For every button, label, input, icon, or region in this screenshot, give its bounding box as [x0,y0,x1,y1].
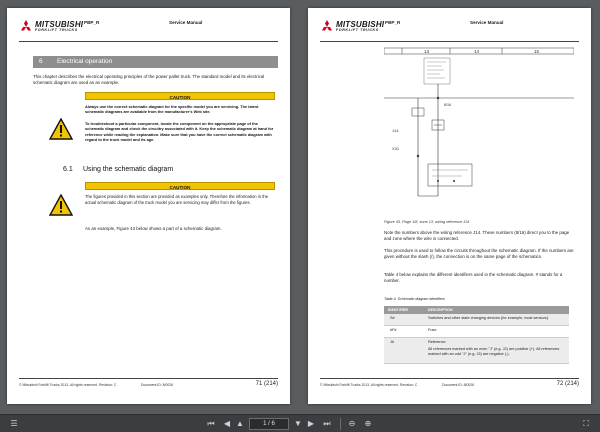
row-desc: Reference. [428,340,447,344]
table-row [384,338,569,364]
mitsubishi-diamonds-icon [320,20,334,34]
zone-15: 15 [534,49,540,54]
brand-name: MITSUBISHI [35,20,84,29]
footer-docid: Document ID: 8/0026 [442,383,475,387]
page-down-icon[interactable]: ▼ [294,419,302,428]
col-description: DESCRIPTION [428,308,453,312]
footer-copyright: © Mitsubishi Forklift Trucks 2013. All rights reserved. [320,383,399,387]
caution-text-2: To troubleshoot a particular component, locate the component on the appropriate page of the schematic diagram and check the circuitry associated with it. Keep the schematic diagram at hand for reference while reading the explanation. Make sure that you have the correct schematic diagram with regard to the truck model and its age. [85,121,274,143]
model-label: PBP_R [84,20,100,25]
caution-text-1: Always use the correct schematic diagram for the specific model you are servicing. The latest schematic diagrams are available from the manufacturer's Web site. [85,104,259,115]
zone-14: 14 [474,49,480,54]
intro-paragraph: This chapter describes the electrical operating principles of the power pallet truck. The standard model and its electrical schematic diagram are used as an example. [33,74,265,85]
page-up-icon[interactable]: ▲ [236,419,244,428]
wire-label: X31 [392,146,400,151]
brand-sub: FORKLIFT TRUCKS [35,28,78,32]
row-desc: Fuse [428,328,437,332]
menu-icon[interactable]: ☰ [10,419,18,428]
brand-sub: FORKLIFT TRUCKS [336,28,379,32]
zone-note: 8/16 [444,103,451,107]
page-72 [308,8,591,404]
zoom-out-button[interactable]: ⊖ [348,419,356,428]
subsection-number: 6.1 [63,166,73,173]
row-id: J# [390,340,395,344]
row-id: S# [390,316,395,320]
warning-triangle-icon [49,194,73,216]
viewer-toolbar [0,414,600,432]
row-desc-detail: All references marked with an even "J" (e.g. J2) are positive (+). All references marked with an odd "J" (e.g. J3) are negative (-). [428,347,560,356]
manual-title: Service Manual [169,20,203,25]
paragraph-1: Note the numbers above the wiring reference J14. These numbers (8/16) direct you to the page and zone where the wire is connected. [384,230,570,241]
page-71 [7,8,290,404]
table-caption: Table 4. Schematic diagram identifiers [384,297,445,301]
table-row [384,326,569,338]
fullscreen-icon[interactable]: ⛶ [583,419,589,428]
caution-banner-2 [85,182,275,190]
col-identifier: IDENTIFIER [388,308,408,312]
page-header [19,18,278,42]
brand-name: MITSUBISHI [336,20,385,29]
toolbar-divider [340,418,341,430]
caution-text-3: The figures provided in this section are provided as examples only. Therefore the information in the actual schematic diagram of the truck model you are servicing may differ from the figures. [85,194,269,205]
page-number-input[interactable]: 1 / 6 [249,418,289,430]
row-desc: Switches and other state changing devices (for example, most sensors). [428,316,550,320]
paragraph-3: Table 4 below explains the different identifiers used in the schematic diagram. # stands for a number. [384,272,563,283]
footer-revision: Revision: C [99,383,117,387]
footer-copyright: © Mitsubishi Forklift Trucks 2013. All rights reserved. [19,383,98,387]
model-label: PBP_R [385,20,401,25]
figure-caption: Figure 43. Page 1/8, zone 13, wiring reference J14 [384,220,470,224]
manual-title: Service Manual [470,20,504,25]
table-row [384,314,569,326]
wiring-reference: J14 [392,128,399,133]
last-page-button[interactable]: ⏭ [323,419,331,428]
section-title: Electrical operation [57,58,113,65]
paragraph-2: This procedure is used to follow the circuits throughout the schematic diagram. If the numbers are given without the slash (/), the connection is on the same page of the schematics. [384,248,574,259]
first-page-button[interactable]: ⏮ [207,419,215,428]
example-paragraph: As an example, Figure 43 below shows a part of a schematic diagram. [85,226,222,231]
row-id: #F# [390,328,397,332]
subsection-title: Using the schematic diagram [83,166,174,173]
next-page-button[interactable]: ▶ [307,419,315,428]
page-header [320,18,579,42]
page-number: 72 (214) [556,381,579,387]
prev-page-button[interactable]: ◀ [223,419,231,428]
caution-banner [85,92,275,100]
caution-label: CAUTION [169,94,191,100]
table-header [384,306,569,314]
page-footer [19,378,278,390]
mitsubishi-diamonds-icon [19,20,33,34]
zoom-in-button[interactable]: ⊕ [364,419,372,428]
page-number: 71 (214) [255,381,278,387]
footer-revision: Revision: C [400,383,418,387]
zone-13: 13 [424,49,430,54]
section-heading [33,56,278,68]
schematic-diagram [384,46,574,216]
caution-label-2: CAUTION [169,184,191,190]
section-number: 6 [39,58,43,65]
page-footer [320,378,579,390]
footer-docid: Document ID: 8/0026 [141,383,174,387]
warning-triangle-icon [49,118,73,140]
